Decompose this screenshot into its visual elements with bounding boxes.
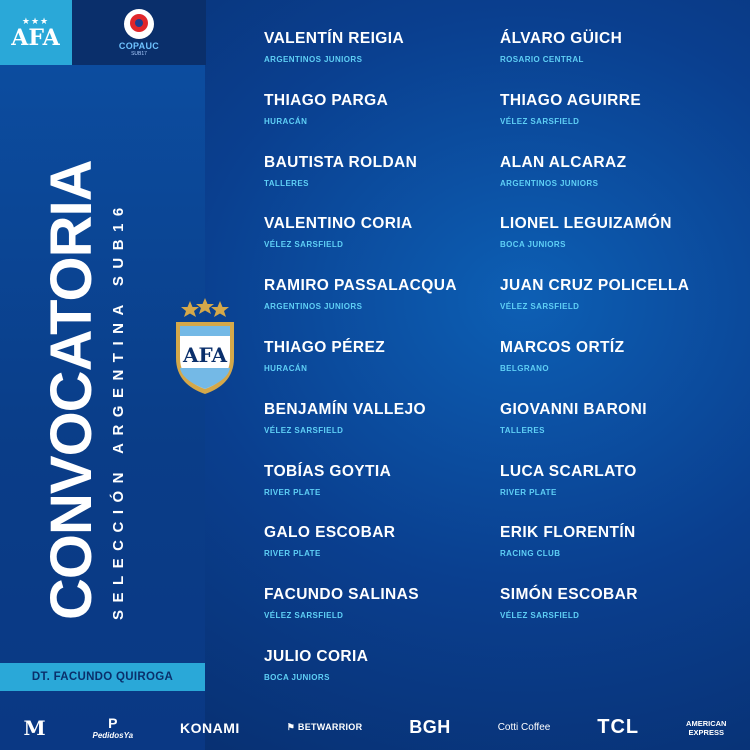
pedidosya-text: PedidosYa	[92, 731, 134, 740]
copa-title: COPAUC	[118, 40, 160, 51]
title-main: CONVOCATORIA	[39, 160, 104, 620]
player-club: HURACÁN	[264, 363, 308, 373]
player-name: FACUNDO SALINAS	[264, 586, 419, 604]
player-club: BOCA JUNIORS	[264, 672, 330, 682]
player-club: BELGRANO	[500, 363, 549, 373]
player-item	[500, 213, 689, 275]
player-name: RAMIRO PASSALACQUA	[264, 277, 457, 295]
player-club: ARGENTINOS JUNIORS	[500, 178, 599, 188]
konami-logo: KONAMI	[180, 719, 240, 736]
player-name: ERIK FLORENTÍN	[500, 524, 636, 542]
player-item	[264, 584, 457, 646]
player-club: ARGENTINOS JUNIORS	[264, 302, 363, 312]
shield-letters: AFA	[182, 343, 228, 367]
betwarrior-icon: ⚑	[286, 722, 296, 732]
title-sub: SELECCIÓN ARGENTINA SUB16	[110, 200, 127, 620]
player-item	[264, 213, 457, 275]
player-name: BENJAMÍN VALLEJO	[264, 400, 426, 418]
player-name: TOBÍAS GOYTIA	[264, 462, 392, 480]
player-name: SIMÓN ESCOBAR	[500, 586, 638, 604]
players-right-column	[500, 28, 689, 646]
player-name: THIAGO AGUIRRE	[500, 91, 642, 109]
player-item	[500, 28, 689, 90]
afa-shield-icon	[170, 298, 240, 396]
player-item	[264, 522, 457, 584]
player-name: GALO ESCOBAR	[264, 524, 396, 542]
player-club: HURACÁN	[264, 116, 308, 126]
player-item	[264, 399, 457, 461]
player-club: VÉLEZ SARSFIELD	[500, 302, 580, 312]
player-club: VÉLEZ SARSFIELD	[264, 240, 344, 250]
vertical-title	[40, 160, 130, 620]
mcdonalds-logo: M	[23, 715, 46, 740]
player-item	[500, 522, 689, 584]
player-name: BAUTISTA ROLDAN	[264, 153, 418, 171]
player-name: GIOVANNI BARONI	[500, 400, 647, 418]
amex-line1: AMERICAN	[686, 718, 727, 728]
player-item	[500, 584, 689, 646]
player-item	[500, 90, 689, 152]
player-club: VÉLEZ SARSFIELD	[264, 611, 344, 621]
player-club: RACING CLUB	[500, 549, 561, 559]
player-item	[264, 337, 457, 399]
pedidosya-logo	[93, 715, 134, 740]
player-name: VALENTINO CORIA	[264, 215, 413, 233]
cotti-coffee-logo: Cotti Coffee	[497, 722, 551, 733]
player-name: MARCOS ORTÍZ	[500, 338, 625, 356]
copa-logo	[71, 0, 206, 65]
player-item	[264, 152, 457, 214]
player-name: THIAGO PARGA	[264, 91, 389, 109]
player-item	[264, 461, 457, 523]
player-item	[500, 337, 689, 399]
copa-ball-icon	[124, 9, 154, 39]
player-club: TALLERES	[264, 178, 309, 188]
copa-subtitle: SUB17	[131, 50, 147, 57]
player-club: RIVER PLATE	[264, 549, 321, 559]
player-name: LUCA SCARLATO	[500, 462, 637, 480]
afa-logo-text: AFA	[11, 24, 60, 51]
player-name: THIAGO PÉREZ	[264, 338, 386, 356]
betwarrior-text: BETWARRIOR	[297, 722, 363, 732]
sponsors-bar	[0, 705, 750, 750]
player-name: ALAN ALCARAZ	[500, 153, 627, 171]
coach-label: DT. FACUNDO QUIROGA	[0, 663, 205, 691]
player-item	[264, 90, 457, 152]
player-name: VALENTÍN REIGIA	[264, 30, 405, 47]
players-left-column	[264, 28, 457, 708]
player-item	[500, 399, 689, 461]
player-club: RIVER PLATE	[500, 487, 557, 497]
player-club: BOCA JUNIORS	[500, 240, 566, 250]
player-name: JUAN CRUZ POLICELLA	[500, 277, 690, 295]
player-item	[500, 152, 689, 214]
tcl-logo: TCL	[597, 716, 640, 738]
player-club: TALLERES	[500, 425, 545, 435]
player-item	[264, 275, 457, 337]
player-item	[500, 275, 689, 337]
player-club: ROSARIO CENTRAL	[500, 55, 584, 64]
player-item	[500, 461, 689, 523]
amex-line2: EXPRESS	[688, 727, 724, 737]
bgh-logo: BGH	[409, 717, 451, 737]
player-club: VÉLEZ SARSFIELD	[500, 116, 580, 126]
player-name: LIONEL LEGUIZAMÓN	[500, 215, 672, 233]
player-club: ARGENTINOS JUNIORS	[264, 55, 363, 64]
player-item	[264, 646, 457, 708]
player-club: VÉLEZ SARSFIELD	[264, 425, 344, 435]
afa-logo	[0, 0, 71, 65]
player-club: VÉLEZ SARSFIELD	[500, 611, 580, 621]
american-express-logo	[686, 719, 726, 737]
betwarrior-logo	[287, 722, 363, 733]
player-club: RIVER PLATE	[264, 487, 321, 497]
pedidosya-icon: P	[108, 715, 118, 731]
afa-stars: ★★★	[21, 15, 50, 26]
player-item	[264, 28, 457, 90]
player-name: JULIO CORIA	[264, 647, 369, 665]
player-name: ÁLVARO GÜICH	[500, 30, 623, 47]
